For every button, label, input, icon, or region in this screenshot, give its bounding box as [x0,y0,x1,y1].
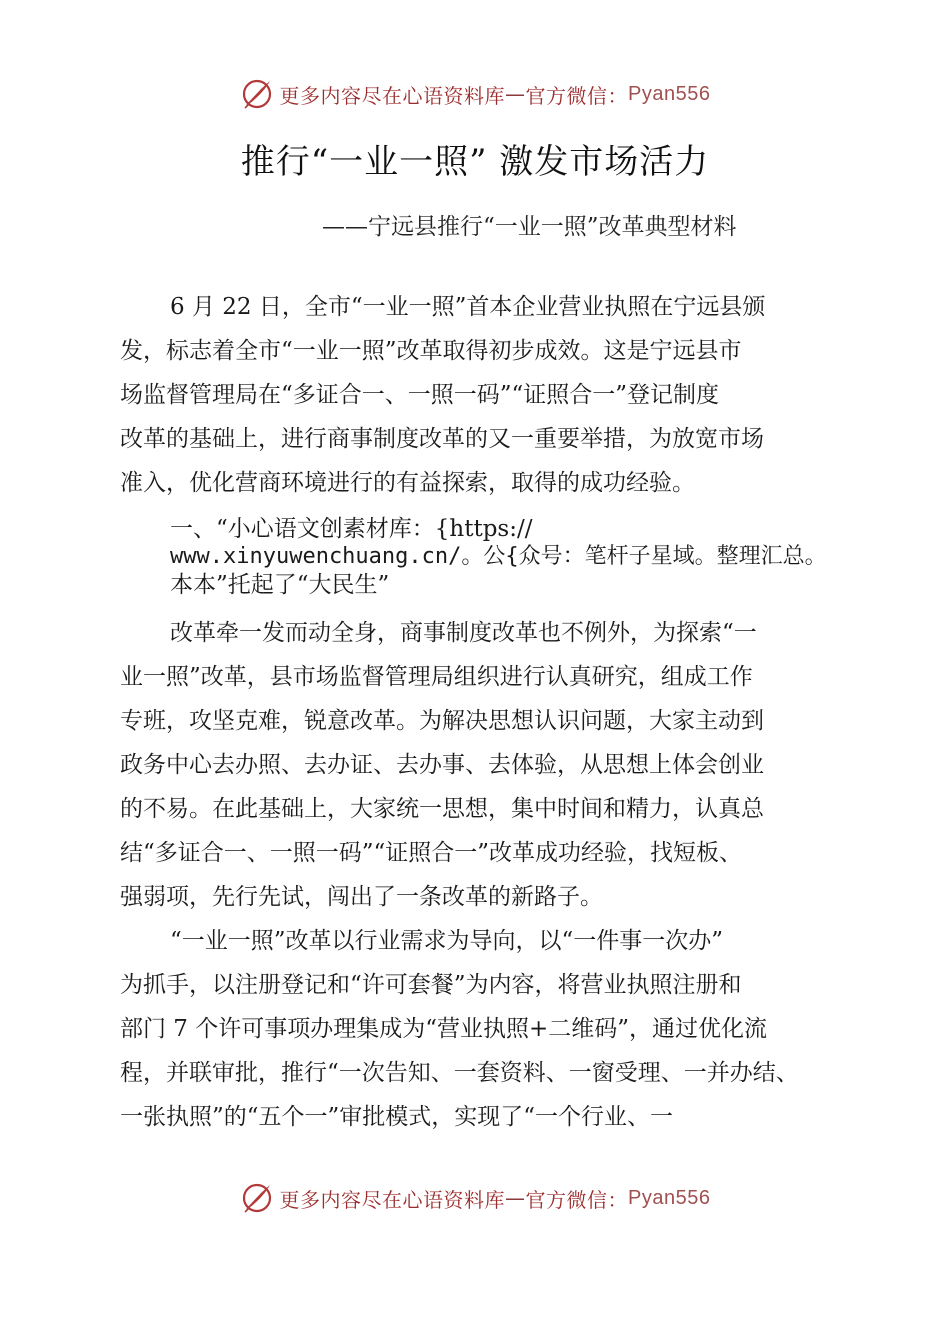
paragraph-line: 为抓手，以注册登记和“许可套餐”为内容，将营业执照注册和 [120,972,742,998]
paragraph-line: 改革的基础上，进行商事制度改革的又一重要举措，为放宽市场 [120,426,764,452]
banner-separator: — [505,82,526,106]
banner-text: 更多内容尽在心语资料库 [279,83,506,108]
section-heading-line: 本本”托起了“大民生” [170,572,390,598]
paragraph-line: 强弱项，先行先试，闯出了一条改革的新路子。 [120,884,603,910]
banner-contact-label: 官方微信： [525,1187,629,1212]
banner-handle: Pyan556 [628,1186,711,1209]
paragraph-line: “一业一照”改革以行业需求为导向，以“一件事一次办” [170,928,724,954]
paragraph-line: 程，并联审批，推行“一次告知、一套资料、一窗受理、一并办结、 [120,1060,799,1086]
quill-logo-icon [240,1181,274,1215]
paragraph-line: 部门 7 个许可事项办理集成为“营业执照+二维码”，通过优化流 [120,1016,768,1042]
paragraph-line: 结“多证合一、一照一码”“证照合一”改革成功经验，找短板、 [120,840,743,866]
paragraph-line: 场监督管理局在“多证合一、一照一码”“证照合一”登记制度 [120,382,720,408]
banner-contact-label: 官方微信： [525,83,629,108]
paragraph-line: 准入，优化营商环境进行的有益探索，取得的成功经验。 [120,470,695,496]
banner-text: 更多内容尽在心语资料库 [279,1187,506,1212]
banner-handle: Pyan556 [628,82,711,105]
section-heading-line: www.xinyuwenchuang.cn/。公{众号：笔杆子星域。整理汇总。 [170,544,827,569]
paragraph-line: 发，标志着全市“一业一照”改革取得初步成效。这是宁远县市 [120,338,742,364]
paragraph-line: 政务中心去办照、去办证、去办事、去体验，从思想上体会创业 [120,752,764,778]
section-heading-line: 一、“小心语文创素材库：{https:// [170,516,533,542]
paragraph-line: 改革牵一发而动全身，商事制度改革也不例外，为探索“一 [170,620,757,646]
paragraph-line: 专班，攻坚克难，锐意改革。为解决思想认识问题，大家主动到 [120,708,764,734]
header-watermark-banner [0,74,950,114]
paragraph-line: 业一照”改革，县市场监督管理局组织进行认真研究，组成工作 [120,664,753,690]
paragraph-line: 的不易。在此基础上，大家统一思想，集中时间和精力，认真总 [120,796,764,822]
footer-watermark-banner [0,1178,950,1218]
document-subtitle: ——宁远县推行“一业一照”改革典型材料 [322,214,737,240]
paragraph-line: 一张执照”的“五个一”审批模式，实现了“一个行业、一 [120,1104,674,1130]
banner-separator: — [505,1186,526,1210]
document-title: 推行“一业一照” 激发市场活力 [240,142,710,182]
paragraph-line: 6 月 22 日，全市“一业一照”首本企业营业执照在宁远县颁 [170,294,766,320]
quill-logo-icon [240,77,274,111]
